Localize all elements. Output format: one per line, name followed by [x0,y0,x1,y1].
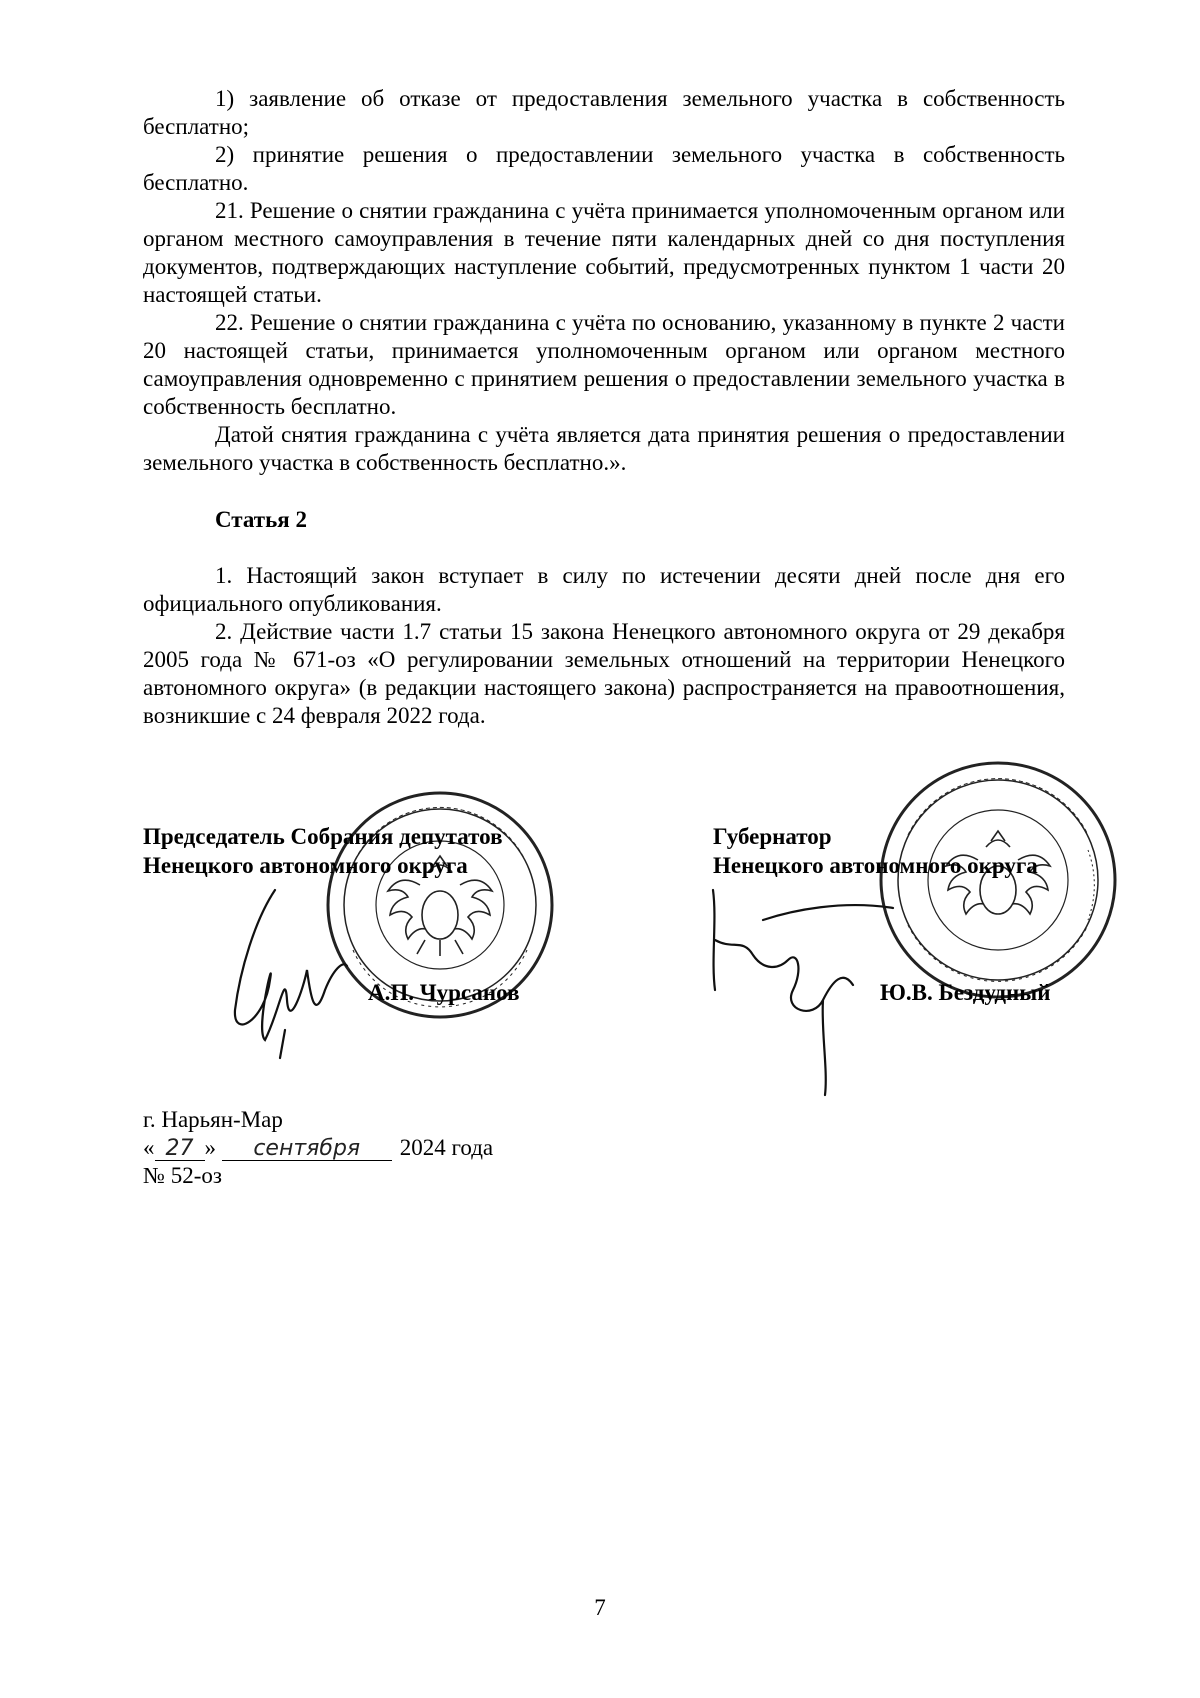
assembly-chairman-name: А.П. Чурсанов [368,980,520,1005]
assembly-chairman-title-line2: Ненецкого автономного округа [143,853,468,878]
quote-open: « [143,1135,155,1160]
paragraph-article2-item-2: 2. Действие части 1.7 статьи 15 закона Ненецкого автономного округа от 29 декабря 2005 года № 671-оз «О регулировании земельных отношений на территории Ненецкого автономного округа» (в редакции настоящего закона) распространяется на правоотношения, возникшие с 24 февраля 2022 года. [143,619,1065,728]
law-number: № 52-оз [143,1163,222,1188]
adoption-place: г. Нарьян-Мар [143,1107,283,1132]
quote-close: » [204,1135,216,1160]
article-heading: Статья 2 [215,507,307,532]
assembly-chairman-signature [225,880,355,1065]
adoption-details [143,1106,493,1190]
paragraph-item-1: 1) заявление об отказе от предоставления земельного участка в собственность бесплатно; [143,86,1065,139]
administration-seal [878,760,1118,1000]
governor-title-line1: Губернатор [713,824,832,849]
assembly-chairman-title-line1: Председатель Собрания депутатов [143,824,503,849]
document-body [143,85,1065,730]
governor-title-line2: Ненецкого автономного округа [713,853,1038,878]
governor-title [713,822,1038,880]
assembly-chairman-title [143,822,503,880]
paragraph-item-21: 21. Решение о снятии гражданина с учёта принимается уполномоченным органом или органом местного самоуправления в течение пяти календарных дней со дня поступления документов, подтверждающих наступление событий, предусмотренных пунктом 1 части 20 настоящей статьи. [143,198,1065,307]
governor-name: Ю.В. Бездудный [880,980,1051,1005]
paragraph-article2-item-1: 1. Настоящий закон вступает в силу по истечении десяти дней после дня его официального опубликования. [143,563,1065,616]
paragraph-item-2: 2) принятие решения о предоставлении земельного участка в собственность бесплатно. [143,142,1065,195]
date-year: 2024 года [399,1135,494,1160]
date-month-handwritten: сентября [222,1138,392,1161]
governor-signature [703,880,903,1105]
paragraph-removal-date: Датой снятия гражданина с учёта является дата принятия решения о предоставлении земельного участка в собственность бесплатно.». [143,422,1065,475]
page-number: 7 [594,1595,606,1620]
date-day-handwritten: 27 [155,1138,205,1161]
adoption-date [143,1134,493,1162]
paragraph-item-22: 22. Решение о снятии гражданина с учёта по основанию, указанному в пункте 2 части 20 настоящей статьи, принимается уполномоченным органом или органом местного самоуправления одновременно с принятием решения о предоставлении земельного участка в собственность бесплатно. [143,310,1065,419]
